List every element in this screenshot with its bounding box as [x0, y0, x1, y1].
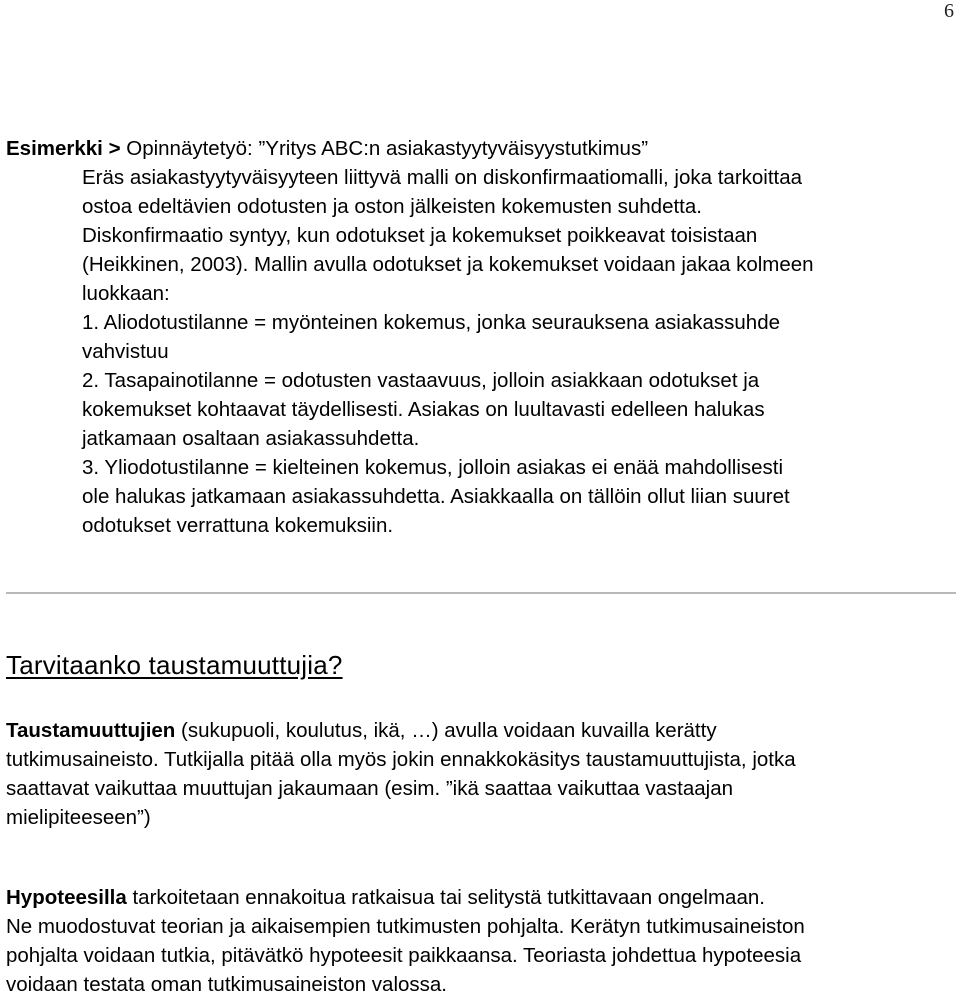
section-divider — [6, 592, 956, 594]
example-line: (Heikkinen, 2003). Mallin avulla odotukset ja kokemukset voidaan jakaa kolmeen — [82, 253, 814, 276]
example-block — [6, 134, 936, 540]
paragraph-line-text: tarkoitetaan ennakoitua ratkaisua tai selitystä tutkittavaan ongelmaan. — [126, 886, 765, 909]
paragraph-line: Ne muodostuvat teorian ja aikaisempien tutkimusten pohjalta. Kerätyn tutkimusaineiston — [6, 915, 805, 938]
example-label: Esimerkki > — [6, 137, 121, 160]
example-line: 3. Yliodotustilanne = kielteinen kokemus, jolloin asiakas ei enää mahdollisesti — [82, 456, 784, 479]
hypothesis-paragraph — [6, 883, 951, 999]
example-header — [6, 134, 936, 163]
background-variables-paragraph — [6, 716, 951, 832]
example-line: odotukset verrattuna kokemuksiin. — [82, 514, 394, 537]
example-line: kokemukset kohtaavat täydellisesti. Asiakas on luultavasti edelleen halukas — [82, 398, 765, 421]
example-line: 1. Aliodotustilanne = myönteinen kokemus, jonka seurauksena asiakassuhde — [82, 311, 781, 334]
example-title: Opinnäytetyö: ”Yritys ABC:n asiakastyytyväisyystutkimus” — [126, 137, 649, 160]
example-line: Diskonfirmaatio syntyy, kun odotukset ja kokemukset poikkeavat toisistaan — [82, 224, 758, 247]
paragraph-line: tutkimusaineisto. Tutkijalla pitää olla myös jokin ennakkokäsitys taustamuuttujista, jotka — [6, 748, 796, 771]
example-line: 2. Tasapainotilanne = odotusten vastaavuus, jolloin asiakkaan odotukset ja — [82, 369, 760, 392]
term-background-variables: Taustamuuttujien — [6, 719, 176, 742]
term-hypothesis: Hypoteesilla — [6, 886, 127, 909]
paragraph-line — [6, 716, 951, 745]
section-heading: Tarvitaanko taustamuuttujia? — [6, 650, 343, 680]
paragraph-line-text: (sukupuoli, koulutus, ikä, …) avulla voidaan kuvailla kerätty — [175, 719, 717, 742]
paragraph-line: mielipiteeseen”) — [6, 806, 151, 829]
example-line: ole halukas jatkamaan asiakassuhdetta. Asiakkaalla on tällöin ollut liian suuret — [82, 485, 790, 508]
example-line: Eräs asiakastyytyväisyyteen liittyvä malli on diskonfirmaatiomalli, joka tarkoittaa — [82, 166, 803, 189]
example-line: luokkaan: — [82, 282, 170, 305]
example-body — [82, 163, 936, 540]
example-line: jatkamaan osaltaan asiakassuhdetta. — [82, 427, 420, 450]
paragraph-line — [6, 883, 951, 912]
paragraph-line: pohjalta voidaan tutkia, pitävätkö hypoteesit paikkaansa. Teoriasta johdettua hypoteesia — [6, 944, 802, 967]
example-line: ostoa edeltävien odotusten ja oston jälkeisten kokemusten suhdetta. — [82, 195, 702, 218]
paragraph-line: voidaan testata oman tutkimusaineiston valossa. — [6, 973, 448, 996]
paragraph-line: saattavat vaikuttaa muuttujan jakaumaan (esim. ”ikä saattaa vaikuttaa vastaajan — [6, 777, 734, 800]
page-number: 6 — [944, 0, 954, 22]
example-line: vahvistuu — [82, 340, 169, 363]
